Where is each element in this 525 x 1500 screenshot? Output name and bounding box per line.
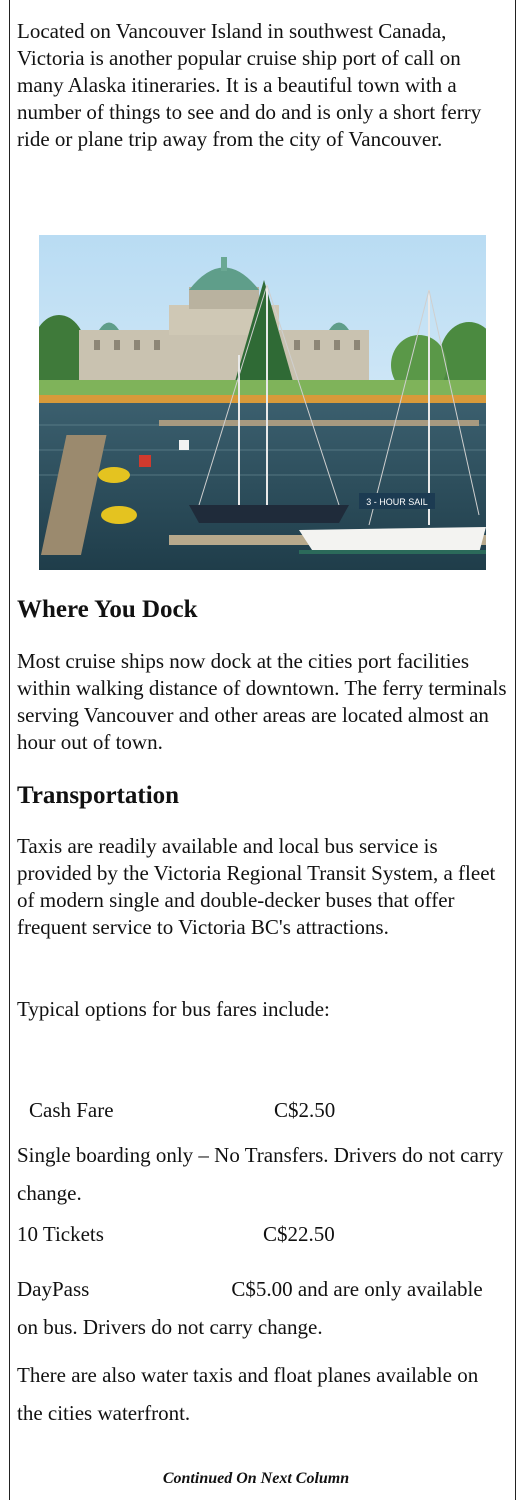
fare-label-cash: Cash Fare [29, 1098, 114, 1122]
fare-options-intro: Typical options for bus fares include: [17, 997, 330, 1021]
column-rule-right [515, 0, 516, 1500]
fare-price-ten-tickets: C$22.50 [263, 1222, 335, 1246]
fare-price-cash: C$2.50 [274, 1098, 336, 1122]
heading-transportation: Transportation [17, 782, 180, 809]
fare-label-ten-tickets: 10 Tickets [17, 1222, 104, 1246]
fare-label-daypass: DayPass [17, 1277, 90, 1301]
water-taxi-paragraph: There are also water taxis and float planes available on the cities waterfront. [17, 1363, 479, 1425]
fare-note-cash: Single boarding only – No Transfers. Drivers do not carry change. [17, 1143, 504, 1205]
fare-price-daypass: C$5.00 and are only [231, 1277, 402, 1301]
tour-sign-text: 3 - HOUR SAIL [366, 497, 428, 507]
intro-paragraph: Located on Vancouver Island in southwest Canada, Victoria is another popular cruise ship port of call on many Alaska itineraries. It is a beautiful town with a number of things to see and do and is only a short ferry ride or plane trip away from the city of Vancouver. [17, 19, 482, 151]
fare-row-daypass [17, 1270, 507, 1346]
fare-note-daypass: available on bus. Drivers do not carry change. [17, 1277, 483, 1339]
transportation-paragraph: Taxis are readily available and local bus service is provided by the Victoria Regional Transit System, a fleet of modern single and double-decker buses that offer frequent service to Victoria BC's attractions. [17, 834, 496, 939]
fare-row-cash [29, 1097, 336, 1124]
fare-row-ten-tickets [17, 1221, 335, 1248]
column-rule-left [9, 0, 10, 1500]
victoria-harbour-photo [39, 235, 486, 570]
dock-paragraph: Most cruise ships now dock at the cities port facilities within walking distance of downtown. The ferry terminals serving Vancouver and other areas are located almost an hour out of town. [17, 649, 507, 754]
heading-where-you-dock: Where You Dock [17, 596, 198, 623]
continued-note: Continued On Next Column [162, 1470, 350, 1487]
